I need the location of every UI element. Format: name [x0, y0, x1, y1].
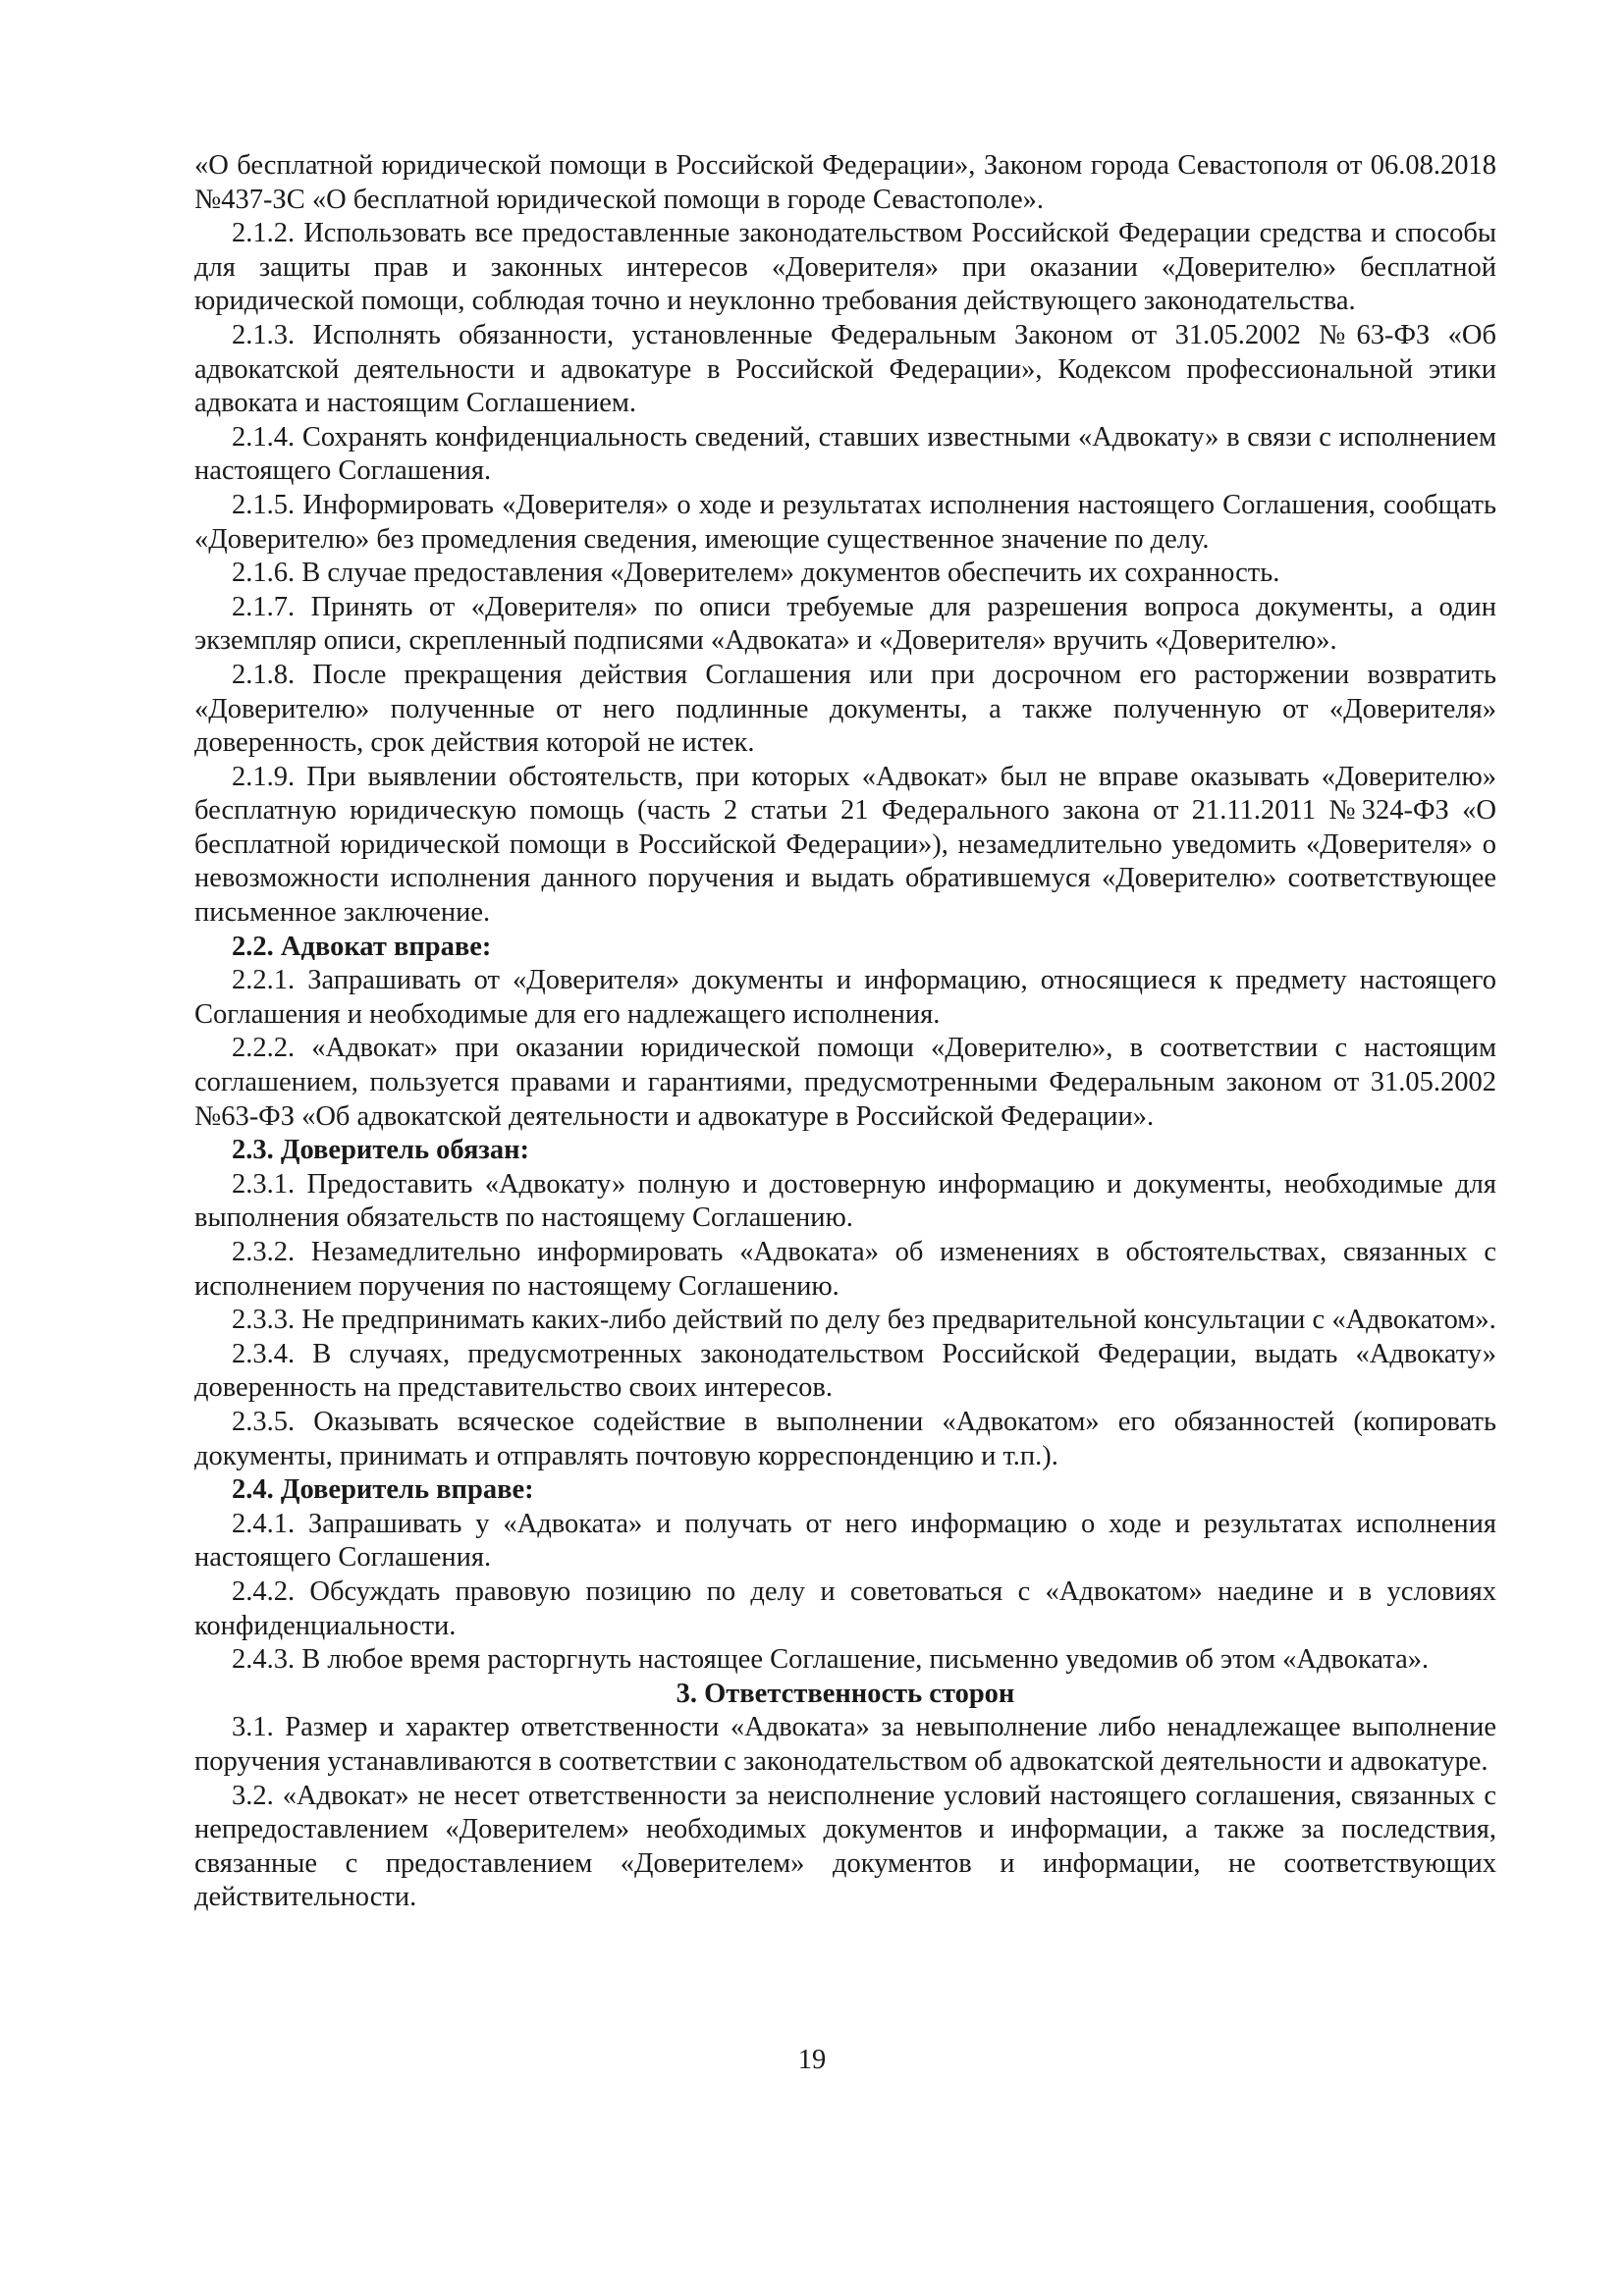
paragraph-continuation: «О бесплатной юридической помощи в Российской Федерации», Законом города Севастополя от 06.08.2018 №437-ЗС «О бесплатной юридической помощи в городе Севастополе».: [194, 150, 1496, 215]
paragraph-2-1-8: 2.1.8. После прекращения действия Соглашения или при досрочном его расторжении возвратить «Доверителю» полученные от него подлинные документы, а также полученную от «Доверителя» доверенность, срок действия которой не истек.: [194, 659, 1496, 759]
paragraph-2-1-9: 2.1.9. При выявлении обстоятельств, при которых «Адвокат» был не вправе оказывать «Доверителю» бесплатную юридическую помощь (часть 2 статьи 21 Федерального закона от 21.11.2011 №324-ФЗ «О бесплатной юридической помощи в Российской Федерации»), незамедлительно уведомить «Доверителя» о невозможности исполнения данного поручения и выдать обратившемуся «Доверителю» соответствующее письменное заключение.: [194, 761, 1496, 929]
paragraph-2-1-4: 2.1.4. Сохранять конфиденциальность сведений, ставших известными «Адвокату» в связи с исполнением настоящего Соглашения.: [194, 421, 1496, 487]
paragraph-2-1-3: 2.1.3. Исполнять обязанности, установленные Федеральным Законом от 31.05.2002 №63-ФЗ «Об адвокатской деятельности и адвокатуре в Российской Федерации», Кодексом профессиональной этики адвоката и настоящим Соглашением.: [194, 319, 1496, 419]
paragraph-2-1-7: 2.1.7. Принять от «Доверителя» по описи требуемые для разрешения вопроса документы, а один экземпляр описи, скрепленный подписями «Адвоката» и «Доверителя» вручить «Доверителю».: [194, 591, 1496, 657]
paragraph-2-4-2: 2.4.2. Обсуждать правовую позицию по делу и советоваться с «Адвокатом» наедине и в условиях конфиденциальности.: [194, 1575, 1496, 1641]
paragraph-2-4-1: 2.4.1. Запрашивать у «Адвоката» и получать от него информацию о ходе и результатах исполнения настоящего Соглашения.: [194, 1508, 1496, 1574]
section-heading-2-2: 2.2. Адвокат вправе:: [232, 931, 492, 962]
paragraph-2-3-1: 2.3.1. Предоставить «Адвокату» полную и достоверную информацию и документы, необходимые для выполнения обязательств по настоящему Соглашению.: [194, 1168, 1496, 1234]
paragraph-2-1-6: 2.1.6. В случае предоставления «Доверителем» документов обеспечить их сохранность.: [232, 558, 1280, 589]
paragraph-3-2: 3.2. «Адвокат» не несет ответственности за неисполнение условий настоящего соглашения, связанных с непредоставлением «Доверителем» необходимых документов и информации, а также за последствия, связанные с предоставлением «Доверителем» документов и информации, не соответствующих действительности.: [194, 1780, 1496, 1913]
section-heading-2-3: 2.3. Доверитель обязан:: [232, 1135, 529, 1166]
paragraph-2-1-2: 2.1.2. Использовать все предоставленные законодательством Российской Федерации средства и способы для защиты прав и законных интересов «Доверителя» при оказании «Доверителю» бесплатной юридической помощи, соблюдая точно и неуклонно требования действующего законодательства.: [194, 218, 1496, 317]
paragraph-2-2-2: 2.2.2. «Адвокат» при оказании юридической помощи «Доверителю», в соответствии с настоящим соглашением, пользуется правами и гарантиями, предусмотренными Федеральным законом от 31.05.2002 №63-ФЗ «Об адвокатской деятельности и адвокатуре в Российской Федерации».: [194, 1033, 1496, 1132]
paragraph-2-3-2: 2.3.2. Незамедлительно информировать «Адвоката» об изменениях в обстоятельствах, связанных с исполнением поручения по настоящему Соглашению.: [194, 1237, 1496, 1302]
paragraph-2-3-5: 2.3.5. Оказывать всяческое содействие в выполнении «Адвокатом» его обязанностей (копировать документы, принимать и отправлять почтовую корреспонденцию и т.п.).: [194, 1406, 1496, 1471]
document-page-body: [194, 149, 1496, 1915]
section-heading-2-4: 2.4. Доверитель вправе:: [232, 1474, 534, 1506]
paragraph-2-2-1: 2.2.1. Запрашивать от «Доверителя» документы и информацию, относящиеся к предмету настоящего Соглашения и необходимые для его надлежащего исполнения.: [194, 965, 1496, 1030]
section-title-3: 3. Ответственность сторон: [676, 1678, 1015, 1709]
paragraph-2-4-3: 2.4.3. В любое время расторгнуть настоящее Соглашение, письменно уведомив об этом «Адвоката».: [232, 1644, 1430, 1676]
paragraph-2-1-5: 2.1.5. Информировать «Доверителя» о ходе и результатах исполнения настоящего Соглашения, сообщать «Доверителю» без промедления сведения, имеющие существенное значение по делу.: [194, 489, 1496, 555]
page-number: 19: [797, 2045, 827, 2075]
paragraph-2-3-4: 2.3.4. В случаях, предусмотренных законодательством Российской Федерации, выдать «Адвокату» доверенность на представительство своих интересов.: [194, 1338, 1496, 1404]
paragraph-3-1: 3.1. Размер и характер ответственности «Адвоката» за невыполнение либо ненадлежащее выполнение поручения устанавливаются в соответствии с законодательством об адвокатской деятельности и адвокатуре.: [194, 1712, 1496, 1777]
paragraph-2-3-3: 2.3.3. Не предпринимать каких-либо действий по делу без предварительной консультации с «Адвокатом».: [232, 1305, 1496, 1336]
